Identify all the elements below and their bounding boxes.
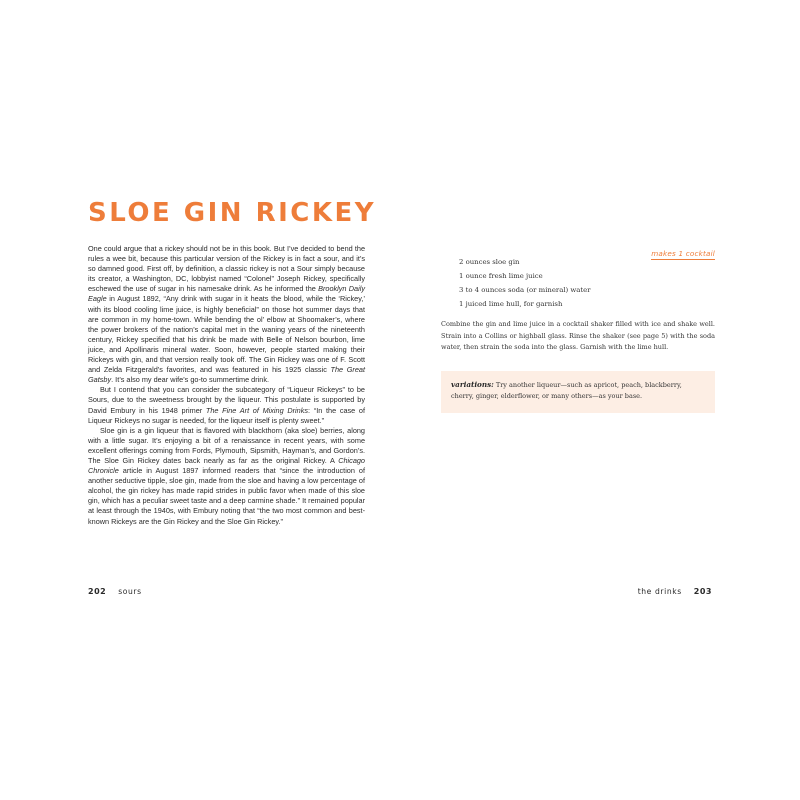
- italic-title: The Fine Art of Mixing Drinks: [205, 405, 309, 415]
- text-run: But I contend that you can consider the subcategory of “Liqueur Rickeys” to be Sours, due to the sweetness brought by the liqueur. This postulate is supported by David Embury in his 1948 primer: [88, 385, 365, 415]
- ingredient-item: 1 juiced lime hull, for garnish: [459, 300, 563, 308]
- left-page: [88, 196, 377, 527]
- yield-row: [441, 241, 715, 258]
- body-paragraph: [88, 385, 365, 425]
- text-run: : “In the case of Liqueur Rickeys no sugar is needed, for the liqueur itself is plenty sweet.”: [88, 405, 366, 425]
- yield-label: makes 1 cocktail: [651, 249, 715, 258]
- text-run: article in August 1897 informed readers that “since the introduction of another seductive tipple, sloe gin, made from the sloe and having a low percentage of alcohol, the gin rickey has made rapid strides in public favor when made of this sloe gin, which has a peculiar sweet taste and a deep carmine shade.” It remained popular at least through the 1940s, with Embury noting that “the two most common and best-known Rickeys are the Gin Rickey and the Sloe Gin Rickey.”: [88, 466, 365, 526]
- body-paragraph: [88, 244, 365, 385]
- text-run: in August 1892, “Any drink with sugar in it heats the blood, while the ‘Rickey,’ with its blood cooling lime juice, is highly beneficial” on those hot summer days that are common in my home-town. While bending the ol’ elbow at Shoomaker’s, where the power brokers of the nation’s capital met in the waning years of the nineteenth century, Rickey specified that his drink be made with Belle of Nelson bourbon, lime juice, and Apollinaris mineral water. Soon, however, people started making their Rickeys with gin, and that version really took off. The Gin Rickey was one of F. Scott and Zelda Fitzgerald’s favorites, and was featured in his 1925 classic: [88, 294, 365, 375]
- ingredient-list: [441, 255, 715, 311]
- variations-box: [441, 371, 715, 413]
- ingredient-item: 3 to 4 ounces soda (or mineral) water: [459, 286, 591, 294]
- method-text: Combine the gin and lime juice in a cocktail shaker filled with ice and shake well. Strain into a Collins or highball glass. Rinse the shaker (see page 5) with the soda water, then strain the soda into the glass. Garnish with the lime hull.: [441, 320, 715, 351]
- page-number-left: 202: [88, 587, 107, 596]
- body-paragraph: [88, 426, 365, 527]
- text-run: One could argue that a rickey should not be in this book. But I’ve decided to bend the rules a wee bit, because this particular version of the Rickey is in fact a sour, and it’s so damned good. First off, by definition, a classic rickey is not a Sour simply because its creator, a Washington, DC, lobbyist named “Colonel” Joseph Rickey, specifically eschewed the use of sugar in his namesake drink. As he informed the: [88, 244, 365, 294]
- text-run: Sloe gin is a gin liqueur that is flavored with blackthorn (aka sloe) berries, along with a little sugar. It’s enjoying a bit of a renaissance in recent years, with some excellent offerings coming from Fords, Plymouth, Sipsmith, Hayman’s, and Gordon’s. The Sloe Gin Rickey dates back nearly as far as the original Rickey. A: [88, 425, 365, 465]
- ingredient-item: 1 ounce fresh lime juice: [459, 272, 543, 280]
- folio-right: [638, 587, 712, 596]
- ingredient-item: 2 ounces sloe gin: [459, 258, 520, 266]
- page-number-right: 203: [693, 587, 712, 596]
- variations-text: Try another liqueur—such as apricot, peach, blackberry, cherry, ginger, elderflower, or many others—as your base.: [451, 380, 682, 400]
- italic-title: Brooklyn Daily Eagle: [88, 284, 365, 304]
- running-head-right: the drinks: [637, 587, 682, 596]
- history-text: [88, 244, 365, 527]
- right-page: [441, 241, 715, 413]
- italic-title: Chicago Chronicle: [88, 455, 365, 476]
- variations-label: variations:: [451, 379, 494, 389]
- italic-title: The Great Gatsby: [88, 365, 365, 385]
- running-head-left: sours: [118, 587, 142, 596]
- folio-left: [88, 587, 142, 596]
- recipe-title: SLOE GIN RICKEY: [88, 198, 377, 228]
- text-run: . It’s also my dear wife’s go-to summertime drink.: [111, 375, 270, 385]
